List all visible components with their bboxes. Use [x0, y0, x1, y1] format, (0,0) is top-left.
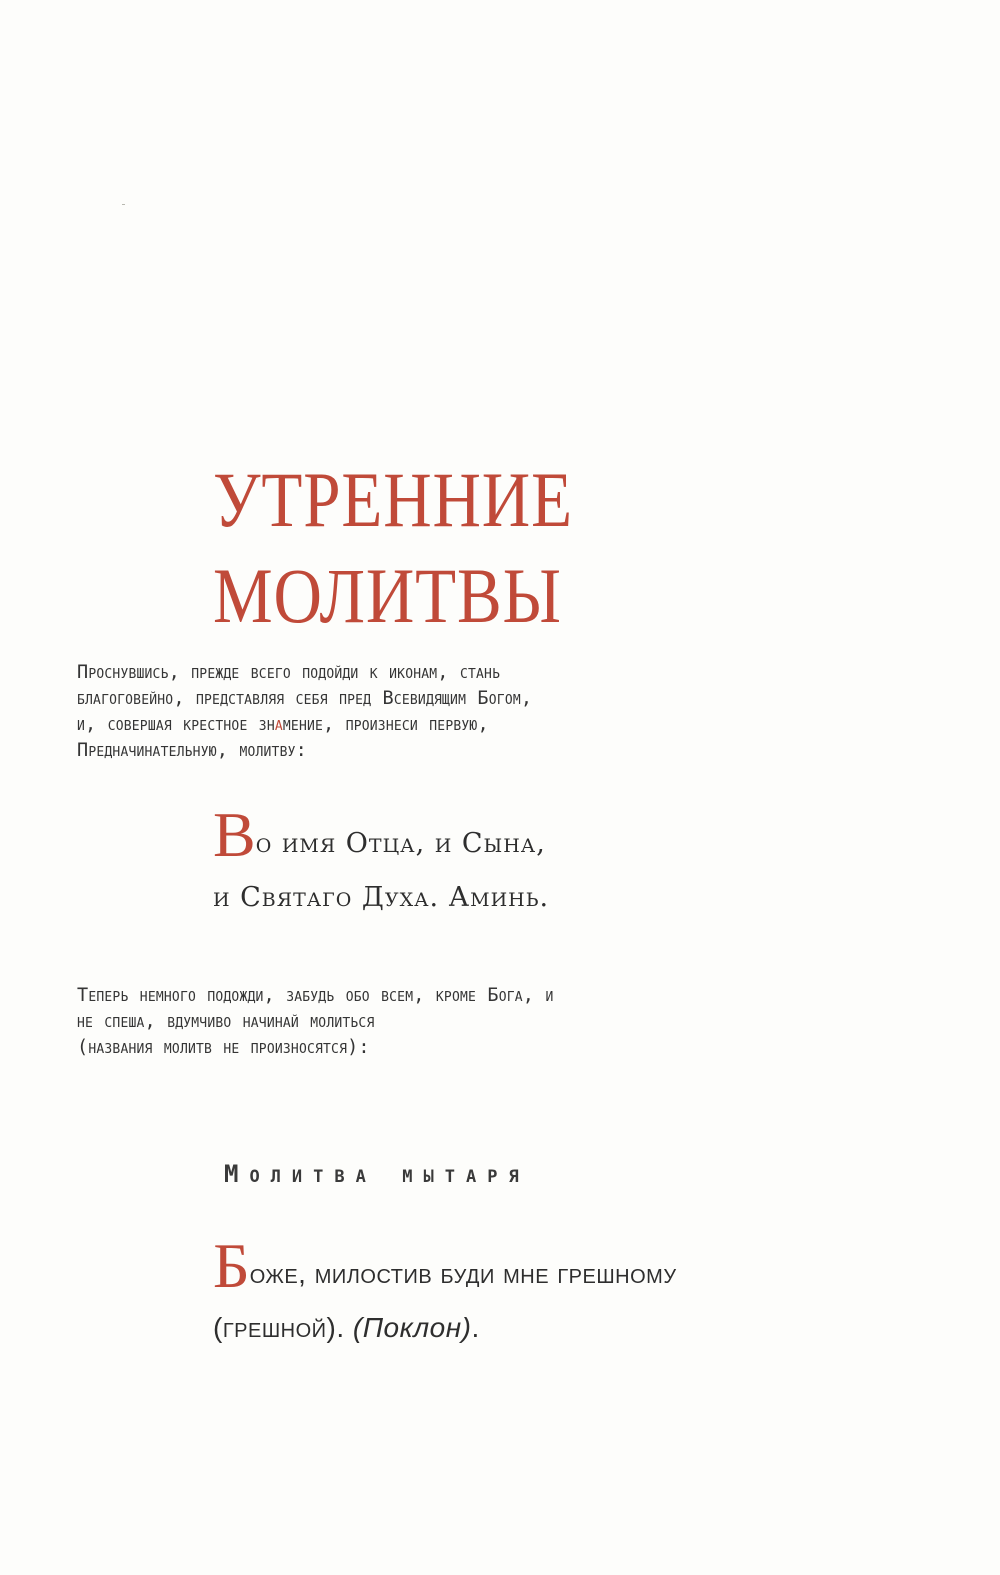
accent-letter: а — [274, 714, 283, 735]
instruction-paragraph-2 — [77, 983, 837, 1061]
prayer-trinity — [213, 799, 853, 925]
prayer-text: оже, милостив буди мне грешному — [249, 1258, 677, 1289]
paper-speck — [122, 204, 125, 205]
drop-initial: Б — [213, 1230, 250, 1301]
title-line-2: МОЛИТВЫ — [213, 552, 562, 639]
prayer-line — [213, 799, 853, 871]
prayer-text: . — [471, 1312, 480, 1343]
prayer-line: и Святаго Духа. Аминь. — [213, 882, 550, 913]
drop-initial: В — [213, 799, 256, 870]
instruction-line: Теперь немного подожди, забудь обо всем, кроме Бога, и — [77, 985, 554, 1006]
prayer-line — [213, 1230, 853, 1301]
instruction-line: (названия молитв не произносятся): — [77, 1037, 370, 1058]
instruction-line — [77, 714, 489, 735]
prayer-publican — [213, 1230, 853, 1355]
prayer-subtitle: Молитва мытаря — [224, 1160, 530, 1188]
prayer-text: (грешной). — [213, 1312, 353, 1343]
instruction-line: Предначинательную, молитву: — [77, 740, 307, 761]
instruction-paragraph-1 — [77, 660, 837, 764]
title-line-1: УТРЕННИЕ — [213, 456, 573, 543]
instruction-line: не спеша, вдумчиво начинай молиться — [77, 1011, 375, 1032]
prayer-line — [213, 1301, 853, 1355]
instruction-text: мение, произнеси первую, — [282, 714, 489, 735]
rubric-bow: (Поклон) — [352, 1312, 472, 1343]
prayer-text: о имя Отца, и Сына, — [255, 828, 546, 859]
instruction-line: Проснувшись, прежде всего подойди к иконам, стань — [77, 662, 501, 683]
instruction-line: благоговейно, представляя себя пред Всевидящим Богом, — [77, 688, 533, 709]
page-title — [213, 452, 573, 644]
instruction-text: и, совершая крестное зн — [77, 714, 275, 735]
